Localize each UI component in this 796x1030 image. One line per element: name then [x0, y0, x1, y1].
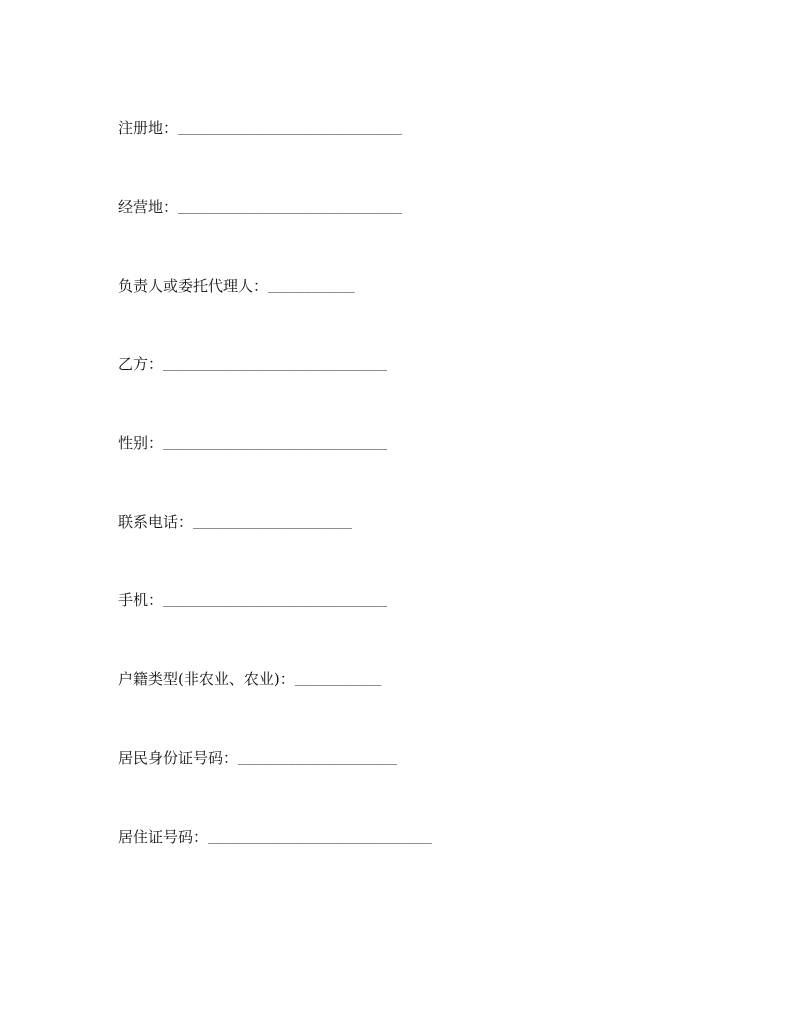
mobile-field — [118, 588, 387, 612]
responsible-person-label: 负责人或委托代理人： — [118, 277, 269, 295]
registered-address-blank[interactable]: _______________________________ — [178, 121, 402, 135]
business-address-label: 经营地： — [118, 198, 179, 216]
registered-address-field — [118, 116, 402, 140]
mobile-label: 手机： — [118, 591, 164, 609]
responsible-person-blank[interactable]: ____________ — [268, 279, 355, 293]
residence-permit-blank[interactable]: _______________________________ — [208, 830, 432, 844]
id-card-blank[interactable]: ______________________ — [238, 751, 397, 765]
residence-permit-field — [118, 825, 432, 849]
party-b-field — [118, 352, 387, 376]
household-type-field — [118, 667, 381, 691]
business-address-field — [118, 195, 402, 219]
party-b-blank[interactable]: _______________________________ — [163, 357, 387, 371]
phone-blank[interactable]: ______________________ — [193, 515, 352, 529]
mobile-blank[interactable]: _______________________________ — [163, 593, 387, 607]
gender-blank[interactable]: _______________________________ — [163, 436, 387, 450]
residence-permit-label: 居住证号码： — [118, 828, 209, 846]
gender-field — [118, 431, 387, 455]
gender-label: 性别： — [118, 434, 164, 452]
party-b-label: 乙方： — [118, 355, 164, 373]
business-address-blank[interactable]: _______________________________ — [178, 200, 402, 214]
registered-address-label: 注册地： — [118, 119, 179, 137]
household-type-blank[interactable]: ____________ — [294, 672, 382, 686]
responsible-person-field — [118, 274, 355, 298]
id-card-label: 居民身份证号码： — [118, 749, 239, 767]
household-type-label: 户籍类型(非农业、农业)： — [118, 670, 295, 688]
phone-field — [118, 510, 352, 534]
id-card-field — [118, 746, 397, 770]
phone-label: 联系电话： — [118, 513, 194, 531]
